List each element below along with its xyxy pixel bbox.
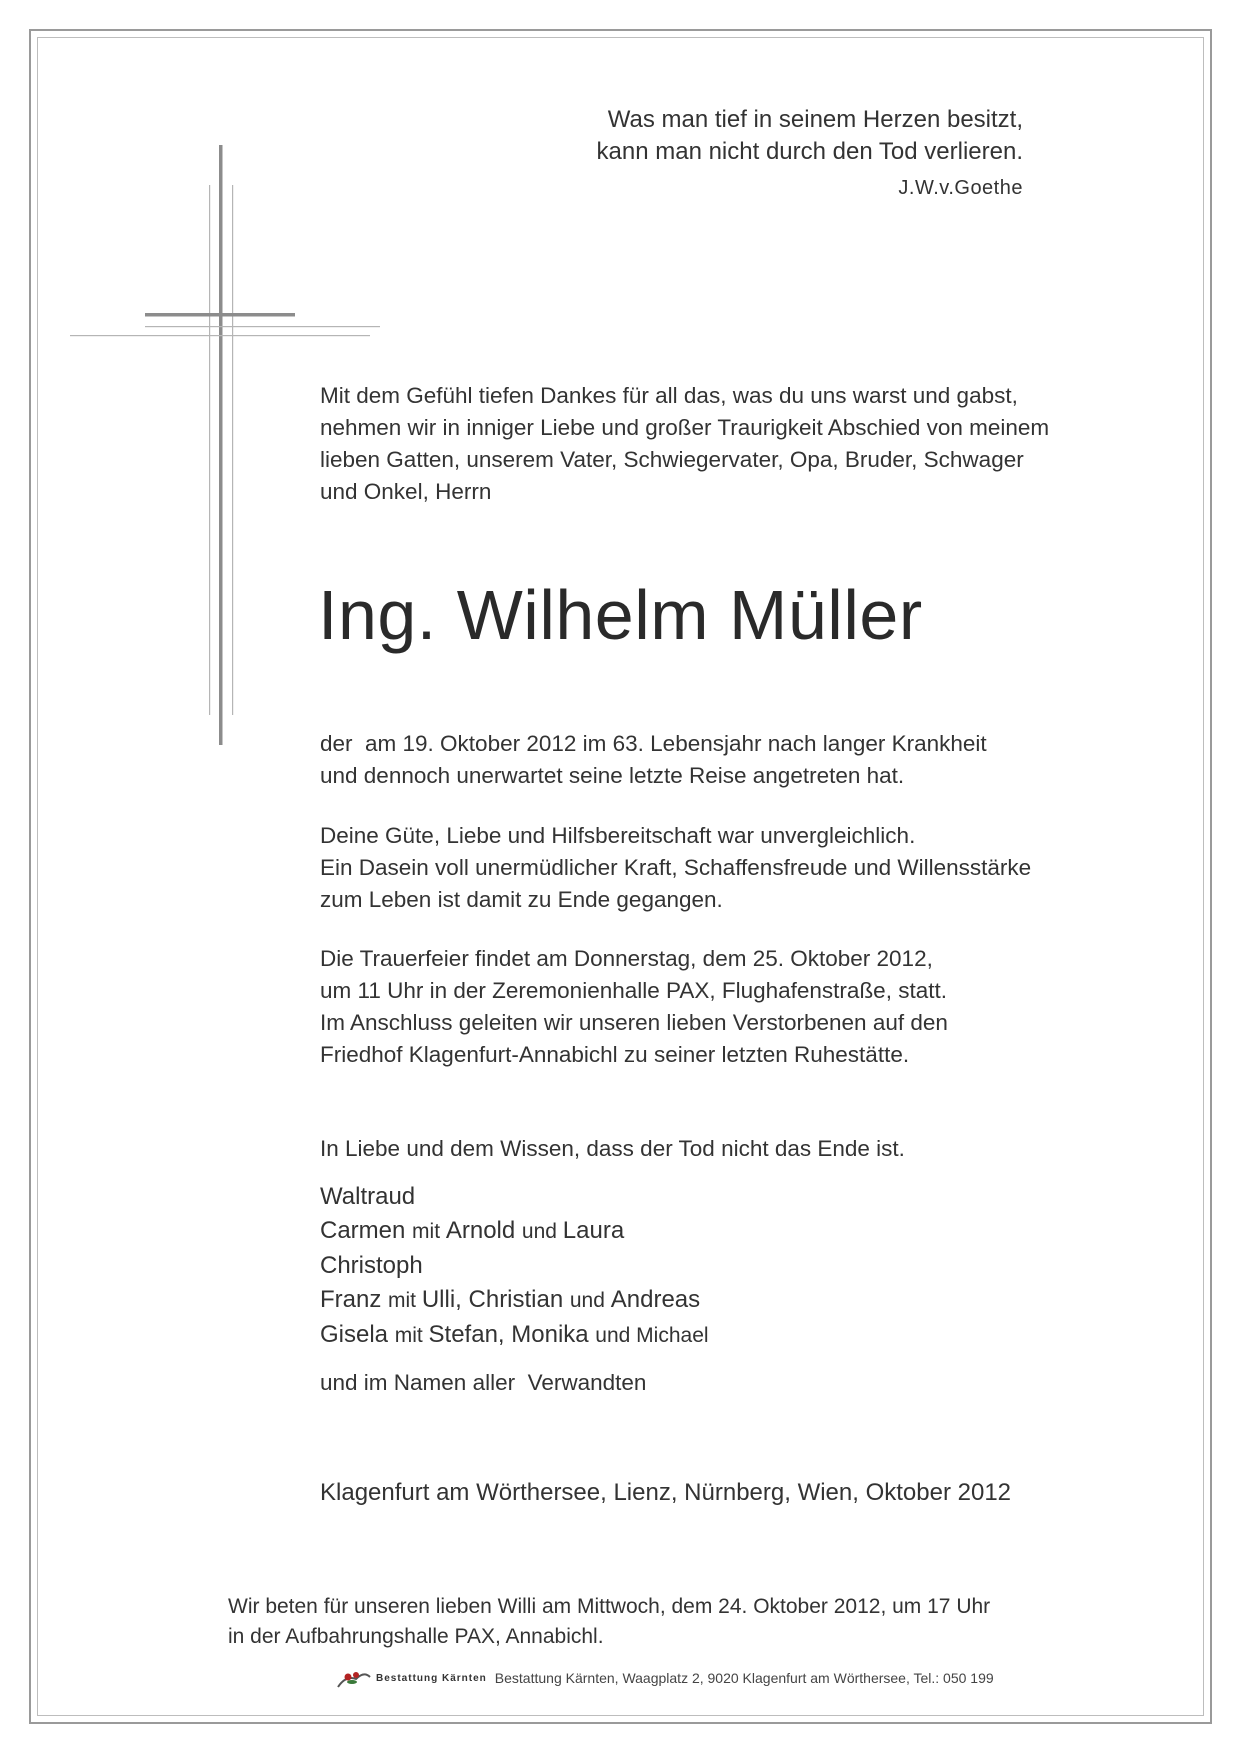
quote-line-1: Was man tief in seinem Herzen besitzt,	[607, 106, 1023, 133]
death-line: und dennoch unerwartet seine letzte Reise angetreten hat.	[320, 763, 905, 788]
funeral-line: um 11 Uhr in der Zeremonienhalle PAX, Flughafenstraße, statt.	[320, 978, 947, 1003]
death-line: der am 19. Oktober 2012 im 63. Lebensjahr nach langer Krankheit	[320, 731, 987, 756]
funeral-paragraph	[320, 943, 1080, 1071]
rosary-line: Wir beten für unseren lieben Willi am Mittwoch, dem 24. Oktober 2012, um 17 Uhr	[228, 1595, 991, 1618]
rosary-line: in der Aufbahrungshalle PAX, Annabichl.	[228, 1625, 604, 1648]
place-date: Klagenfurt am Wörthersee, Lienz, Nürnberg, Wien, Oktober 2012	[320, 1479, 1012, 1506]
family-member: Carmen mit Arnold und Laura	[320, 1217, 625, 1244]
intro-line: lieben Gatten, unserem Vater, Schwiegervater, Opa, Bruder, Schwager	[320, 447, 1024, 472]
family-member: Franz mit Ulli, Christian und Andreas	[320, 1286, 701, 1313]
family-member: Waltraud	[320, 1183, 416, 1210]
deceased-name: Ing. Wilhelm Müller	[318, 576, 923, 654]
intro-paragraph	[320, 380, 1060, 508]
intro-line: Mit dem Gefühl tiefen Dankes für all das, was du uns warst und gabst,	[320, 383, 1018, 408]
funeral-line: Im Anschluss geleiten wir unseren lieben Verstorbenen auf den	[320, 1010, 948, 1035]
funeral-line: Friedhof Klagenfurt-Annabichl zu seiner letzten Ruhestätte.	[320, 1042, 910, 1067]
tribute-paragraph	[320, 820, 1080, 916]
flower-logo-icon	[336, 1667, 372, 1689]
logo-text: Bestattung Kärnten	[376, 1672, 487, 1684]
family-member: Christoph	[320, 1252, 423, 1279]
funeral-line: Die Trauerfeier findet am Donnerstag, dem 25. Oktober 2012,	[320, 946, 933, 971]
goethe-quote	[597, 104, 1023, 204]
tribute-line: Ein Dasein voll unermüdlicher Kraft, Schaffensfreude und Willensstärke	[320, 855, 1032, 880]
family-list	[320, 1180, 709, 1353]
closing-line: In Liebe und dem Wissen, dass der Tod nicht das Ende ist.	[320, 1136, 905, 1161]
intro-line: nehmen wir in inniger Liebe und großer Traurigkeit Abschied von meinem	[320, 415, 1050, 440]
tribute-line: Deine Güte, Liebe und Hilfsbereitschaft war unvergleichlich.	[320, 823, 916, 848]
funeral-home-address: Bestattung Kärnten, Waagplatz 2, 9020 Klagenfurt am Wörthersee, Tel.: 050 199	[494, 1670, 994, 1686]
funeral-home-logo	[336, 1667, 487, 1689]
quote-line-2: kann man nicht durch den Tod verlieren.	[596, 138, 1023, 165]
funeral-home-footer	[336, 1665, 994, 1691]
family-member: Gisela mit Stefan, Monika und Michael	[320, 1321, 709, 1348]
quote-author: J.W.v.Goethe	[898, 177, 1023, 199]
rosary-notice	[228, 1592, 990, 1652]
tribute-line: zum Leben ist damit zu Ende gegangen.	[320, 887, 723, 912]
death-paragraph	[320, 728, 1080, 792]
intro-line: und Onkel, Herrn	[320, 479, 492, 504]
relatives-line: und im Namen aller Verwandten	[320, 1370, 647, 1395]
